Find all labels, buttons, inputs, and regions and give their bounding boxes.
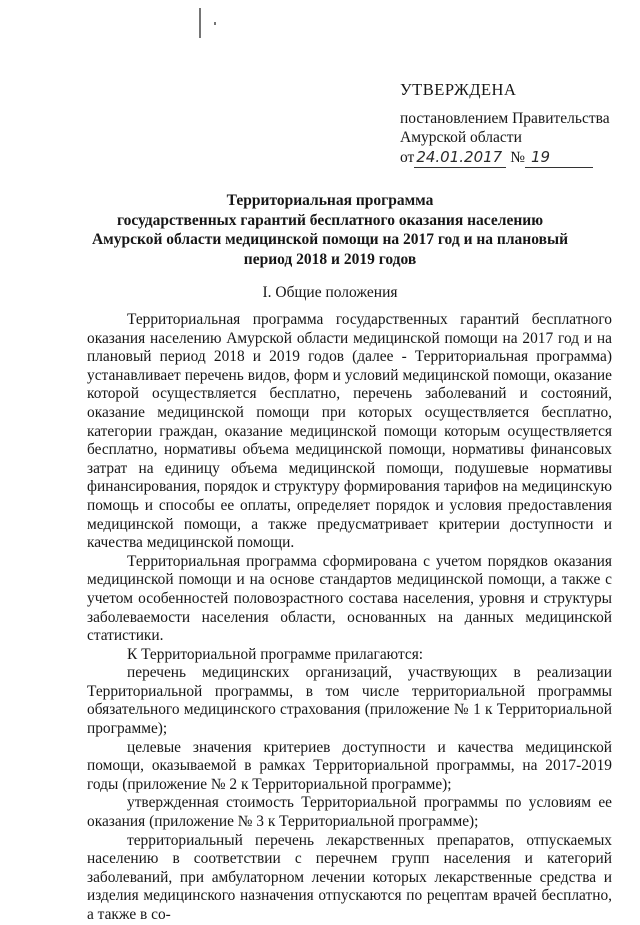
paragraph: утвержденная стоимость Территориальной программы по условиям ее оказания (приложение № 3 к Территориальной программе); [87,794,612,831]
document-title [80,191,580,269]
title-line-1: Территориальная программа [226,192,434,209]
handwritten-number: 19 [525,148,593,168]
title-line-4: период 2018 и 2019 годов [243,250,417,268]
paragraph: перечень медицинских организаций, участвующих в реализации Территориальной программы, в том числе территориальной программы обязательного медицинского страхования (приложение № 1 к Территориальной программе); [87,664,612,738]
approval-heading: УТВЕРЖДЕНА [400,80,517,99]
approval-date-number-line [400,148,615,168]
handwritten-date: 24.01.2017 [414,148,506,168]
paragraph: К Территориальной программе прилагаются: [127,645,424,663]
title-line-3: Амурской области медицинской помощи на 2017 год и на плановый [91,231,569,248]
paragraph: Территориальная программа государственных гарантий бесплатного оказания населению Амурской области медицинской помощи на 2017 год и на плановый период 2018 и 2019 годов (далее - Территориальная программа) устанавливает перечень видов, форм и условий медицинской помощи, оказание которой осуществляется бесплатно, перечень заболеваний и состояний, оказание медицинской помощи при которых осуществляется бесплатно, категории граждан, оказание медицинской помощи которым осуществляется бесплатно, нормативы объема медицинской помощи, нормативы финансовых затрат на единицу объема медицинской помощи, подушевые нормативы финансирования, порядок и структуру формирования тарифов на медицинскую помощь и способы ее оплаты, определяет порядок и условия предоставления медицинской помощи, а также предусматривает критерии доступности и качества медицинской помощи. [87,311,612,552]
date-prefix: от [400,149,415,166]
approval-line-resolution: постановлением Правительства [400,110,610,127]
paragraph: территориальный перечень лекарственных препаратов, отпускаемых населению в соответствии с перечнем групп населения и категорий заболеваний, при амбулаторном лечении которых лекарственные средства и изделия медицинского назначения отпускаются по рецептам врачей бесплатно, а также в со- [87,831,612,923]
approval-block [400,80,615,168]
paragraph: целевые значения критериев доступности и качества медицинской помощи, оказываемой в рамках Территориальной программы, на 2017-2019 годы (приложение № 2 к Территориальной программе); [87,738,612,793]
approval-line-region: Амурской области [400,129,522,146]
section-heading: I. Общие положения [262,284,398,301]
title-line-2: государственных гарантий бесплатного оказания населению [116,211,544,229]
paragraph: Территориальная программа сформирована с учетом порядков оказания медицинской помощи и на основе стандартов медицинской помощи, а также с учетом особенностей половозрастного состава населения, уровня и структуры заболеваемости населения области, основанных на данных медицинской статистики. [87,552,612,645]
scan-artifact-dot [214,22,216,25]
scan-artifact-mark [199,8,201,38]
document-body [87,311,612,925]
number-prefix: № [510,149,525,166]
